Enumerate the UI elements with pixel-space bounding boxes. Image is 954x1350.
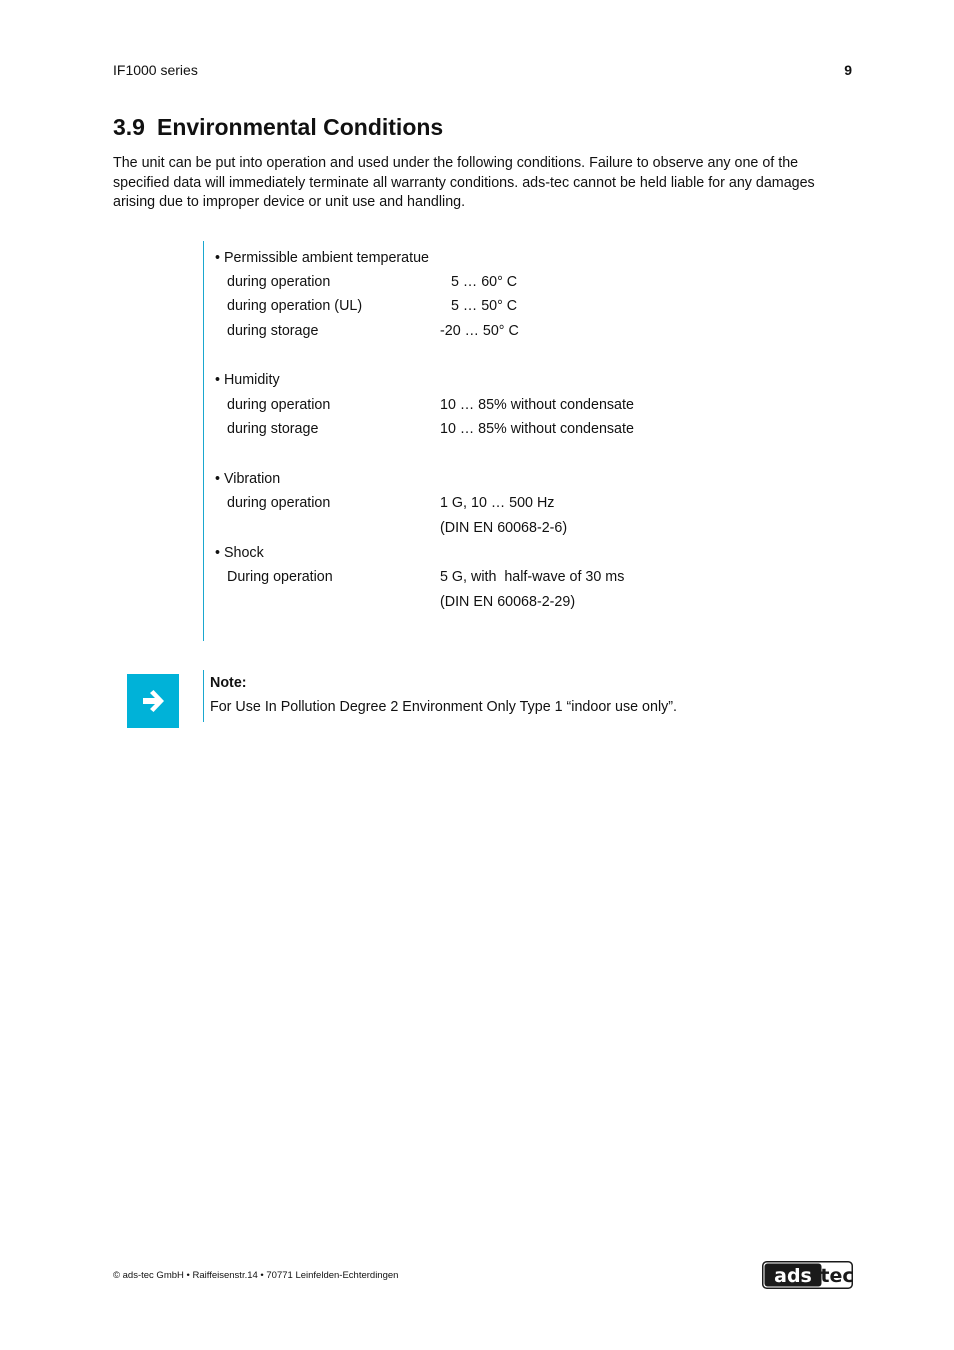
spec-heading-shock: • Shock bbox=[215, 545, 264, 561]
spec-heading-vibration: • Vibration bbox=[215, 471, 281, 487]
spec-value: 5 G, with half-wave of 30 ms bbox=[440, 569, 625, 585]
section-intro: The unit can be put into operation and used under the following conditions. Failure to observe any one of the specified data will immediately terminate all warranty conditions. ads-tec cannot be held liable for any damages arising due to improper device or unit use and handling. bbox=[113, 155, 815, 211]
arrow-right-icon bbox=[127, 674, 179, 728]
spec-standard: (DIN EN 60068-2-29) bbox=[440, 594, 576, 610]
page-number: 9 bbox=[844, 62, 852, 78]
spec-heading-text: Permissible ambient temperatue bbox=[223, 250, 429, 266]
spec-block-rule bbox=[203, 241, 204, 641]
section-title-text: Environmental Conditions bbox=[156, 114, 444, 140]
section-title bbox=[113, 114, 443, 141]
spec-value: 5 … 50° C bbox=[451, 298, 518, 314]
note-rule bbox=[203, 670, 204, 722]
spec-label: During operation bbox=[227, 569, 333, 585]
spec-label: during operation bbox=[227, 397, 331, 413]
spec-label: during operation bbox=[227, 274, 331, 290]
spec-value: 10 … 85% without condensate bbox=[440, 421, 634, 437]
spec-label: during storage bbox=[227, 421, 319, 437]
spec-heading-temperature: • Permissible ambient temperatue bbox=[215, 250, 429, 266]
ads-tec-logo bbox=[762, 1261, 853, 1289]
logo-text-tec: tec bbox=[820, 1265, 853, 1287]
note-icon-box bbox=[127, 674, 179, 728]
spec-value: 1 G, 10 … 500 Hz bbox=[440, 495, 555, 511]
spec-heading-text: Humidity bbox=[223, 372, 280, 388]
spec-heading-text: Shock bbox=[223, 545, 264, 561]
logo-text-ads: ads bbox=[774, 1265, 812, 1287]
spec-label: during storage bbox=[227, 323, 319, 339]
spec-value: 5 … 60° C bbox=[451, 274, 518, 290]
note-title: Note: bbox=[210, 675, 247, 691]
spec-value: 10 … 85% without condensate bbox=[440, 397, 634, 413]
spec-label: during operation (UL) bbox=[227, 298, 363, 314]
header-doc-series: IF1000 series bbox=[113, 62, 198, 78]
spec-heading-humidity: • Humidity bbox=[215, 372, 280, 388]
spec-heading-text: Vibration bbox=[223, 471, 281, 487]
spec-label: during operation bbox=[227, 495, 331, 511]
spec-value: -20 … 50° C bbox=[440, 323, 519, 339]
note-text: For Use In Pollution Degree 2 Environment Only Type 1 “indoor use only”. bbox=[210, 699, 678, 715]
spec-standard: (DIN EN 60068-2-6) bbox=[440, 520, 568, 536]
footer-copyright: © ads-tec GmbH • Raiffeisenstr.14 • 70771 Leinfelden-Echterdingen bbox=[113, 1270, 399, 1281]
section-number: 3.9 bbox=[113, 114, 145, 140]
